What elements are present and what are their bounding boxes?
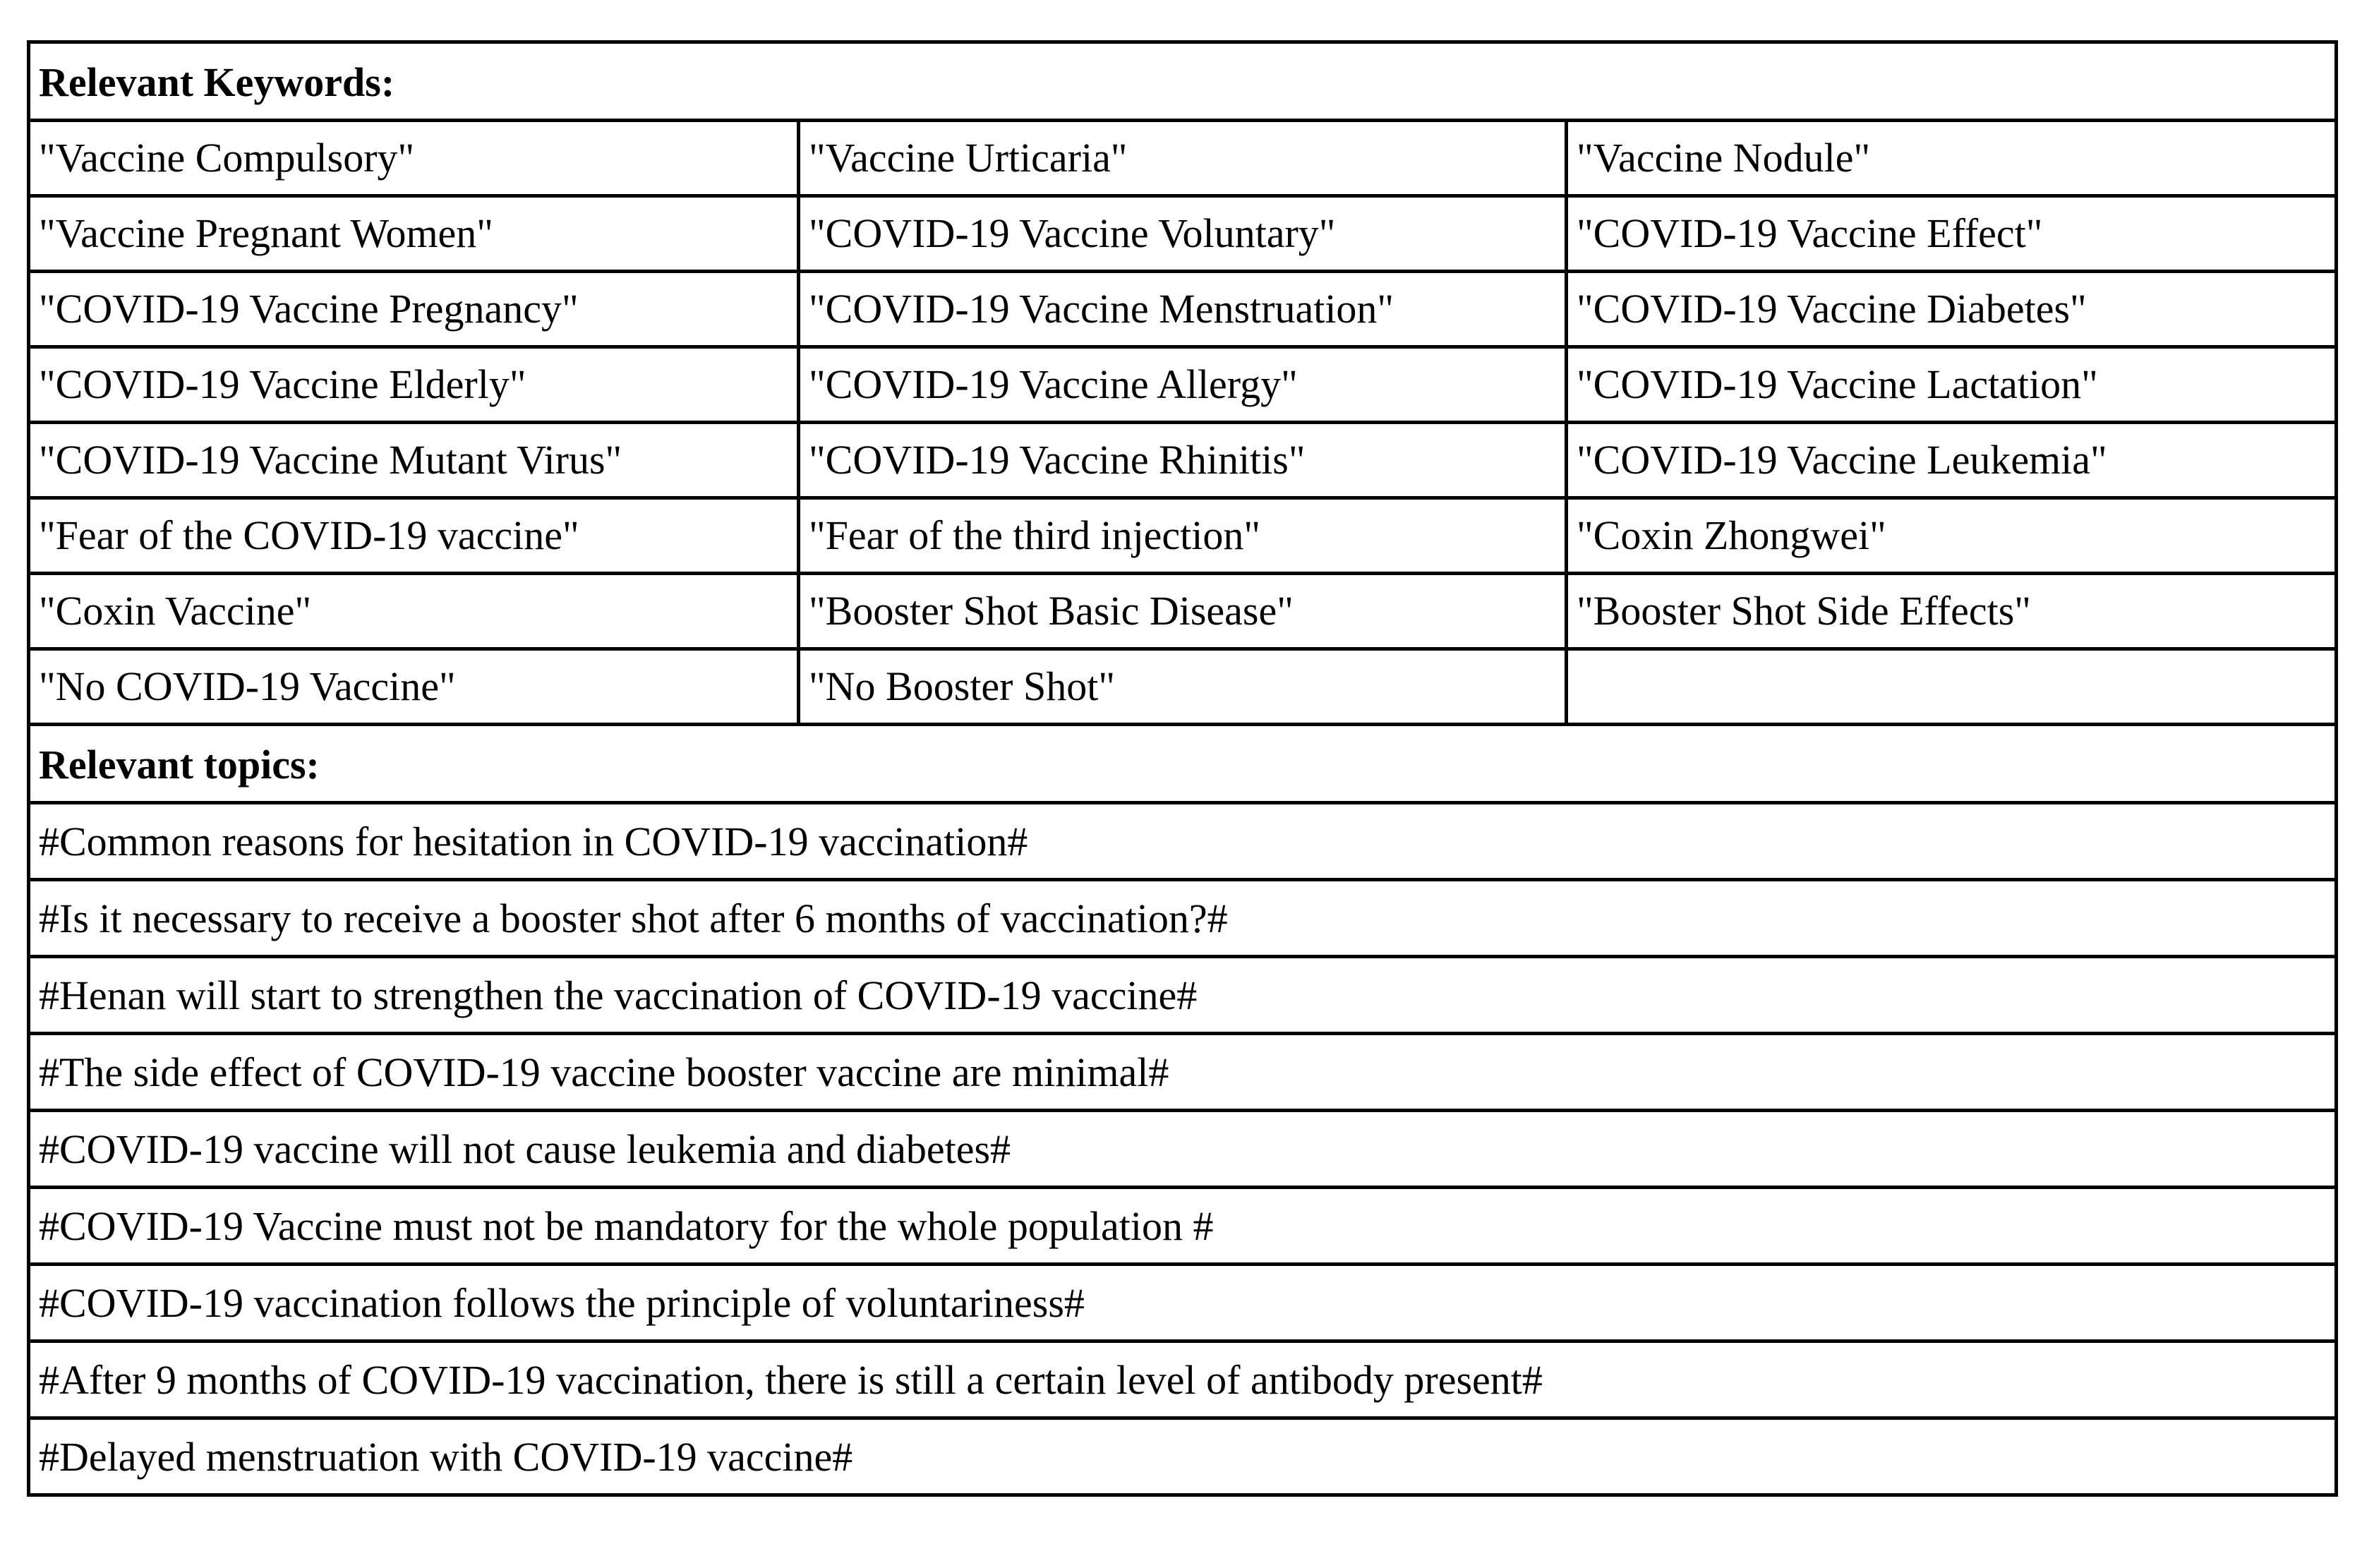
topic-row bbox=[29, 1418, 2337, 1495]
keyword-cell: "COVID-19 Vaccine Elderly" bbox=[29, 347, 799, 423]
keyword-cell: "COVID-19 Vaccine Menstruation" bbox=[799, 272, 1567, 347]
keyword-cell: "COVID-19 Vaccine Effect" bbox=[1567, 196, 2337, 272]
keyword-cell: "Booster Shot Basic Disease" bbox=[799, 574, 1567, 649]
keyword-cell: "COVID-19 Vaccine Leukemia" bbox=[1567, 423, 2337, 498]
keyword-row bbox=[29, 423, 2337, 498]
keyword-cell: "COVID-19 Vaccine Mutant Virus" bbox=[29, 423, 799, 498]
keyword-cell: "Coxin Vaccine" bbox=[29, 574, 799, 649]
keyword-cell: "COVID-19 Vaccine Allergy" bbox=[799, 347, 1567, 423]
topics-header-row bbox=[29, 725, 2337, 803]
keyword-cell: "No Booster Shot" bbox=[799, 649, 1567, 725]
keyword-cell: "Booster Shot Side Effects" bbox=[1567, 574, 2337, 649]
topic-cell: #Is it necessary to receive a booster shot after 6 months of vaccination?# bbox=[29, 880, 2337, 957]
keyword-cell: "Vaccine Urticaria" bbox=[799, 121, 1567, 196]
keyword-row bbox=[29, 498, 2337, 574]
topic-cell: #COVID-19 Vaccine must not be mandatory for the whole population # bbox=[29, 1188, 2337, 1265]
topics-section-title: Relevant topics: bbox=[29, 725, 2337, 803]
keyword-row bbox=[29, 272, 2337, 347]
topic-row bbox=[29, 957, 2337, 1034]
topic-row bbox=[29, 803, 2337, 880]
topic-row bbox=[29, 1188, 2337, 1265]
topic-row bbox=[29, 1341, 2337, 1418]
keywords-topics-table bbox=[27, 40, 2338, 1497]
keyword-cell: "Vaccine Nodule" bbox=[1567, 121, 2337, 196]
empty-keyword-cell bbox=[1567, 649, 2337, 725]
topic-cell: #After 9 months of COVID-19 vaccination, there is still a certain level of antibody present# bbox=[29, 1341, 2337, 1418]
topic-cell: #The side effect of COVID-19 vaccine booster vaccine are minimal# bbox=[29, 1034, 2337, 1111]
keyword-cell: "Vaccine Pregnant Women" bbox=[29, 196, 799, 272]
topic-row bbox=[29, 1034, 2337, 1111]
topic-cell: #Delayed menstruation with COVID-19 vaccine# bbox=[29, 1418, 2337, 1495]
keyword-cell: "COVID-19 Vaccine Pregnancy" bbox=[29, 272, 799, 347]
keyword-cell: "COVID-19 Vaccine Rhinitis" bbox=[799, 423, 1567, 498]
keywords-header-row bbox=[29, 42, 2337, 121]
topic-cell: #COVID-19 vaccine will not cause leukemia and diabetes# bbox=[29, 1111, 2337, 1188]
keyword-row bbox=[29, 121, 2337, 196]
keyword-cell: "COVID-19 Vaccine Diabetes" bbox=[1567, 272, 2337, 347]
keywords-section-title: Relevant Keywords: bbox=[29, 42, 2337, 121]
keyword-row bbox=[29, 649, 2337, 725]
topic-row bbox=[29, 880, 2337, 957]
keyword-cell: "Vaccine Compulsory" bbox=[29, 121, 799, 196]
keyword-cell: "Fear of the third injection" bbox=[799, 498, 1567, 574]
topic-row bbox=[29, 1265, 2337, 1341]
topic-cell: #Common reasons for hesitation in COVID-19 vaccination# bbox=[29, 803, 2337, 880]
keyword-row bbox=[29, 196, 2337, 272]
keyword-cell: "Fear of the COVID-19 vaccine" bbox=[29, 498, 799, 574]
keyword-cell: "COVID-19 Vaccine Lactation" bbox=[1567, 347, 2337, 423]
keyword-cell: "No COVID-19 Vaccine" bbox=[29, 649, 799, 725]
topic-row bbox=[29, 1111, 2337, 1188]
keyword-row bbox=[29, 347, 2337, 423]
keyword-row bbox=[29, 574, 2337, 649]
keyword-cell: "COVID-19 Vaccine Voluntary" bbox=[799, 196, 1567, 272]
keyword-cell: "Coxin Zhongwei" bbox=[1567, 498, 2337, 574]
topic-cell: #COVID-19 vaccination follows the principle of voluntariness# bbox=[29, 1265, 2337, 1341]
topic-cell: #Henan will start to strengthen the vaccination of COVID-19 vaccine# bbox=[29, 957, 2337, 1034]
